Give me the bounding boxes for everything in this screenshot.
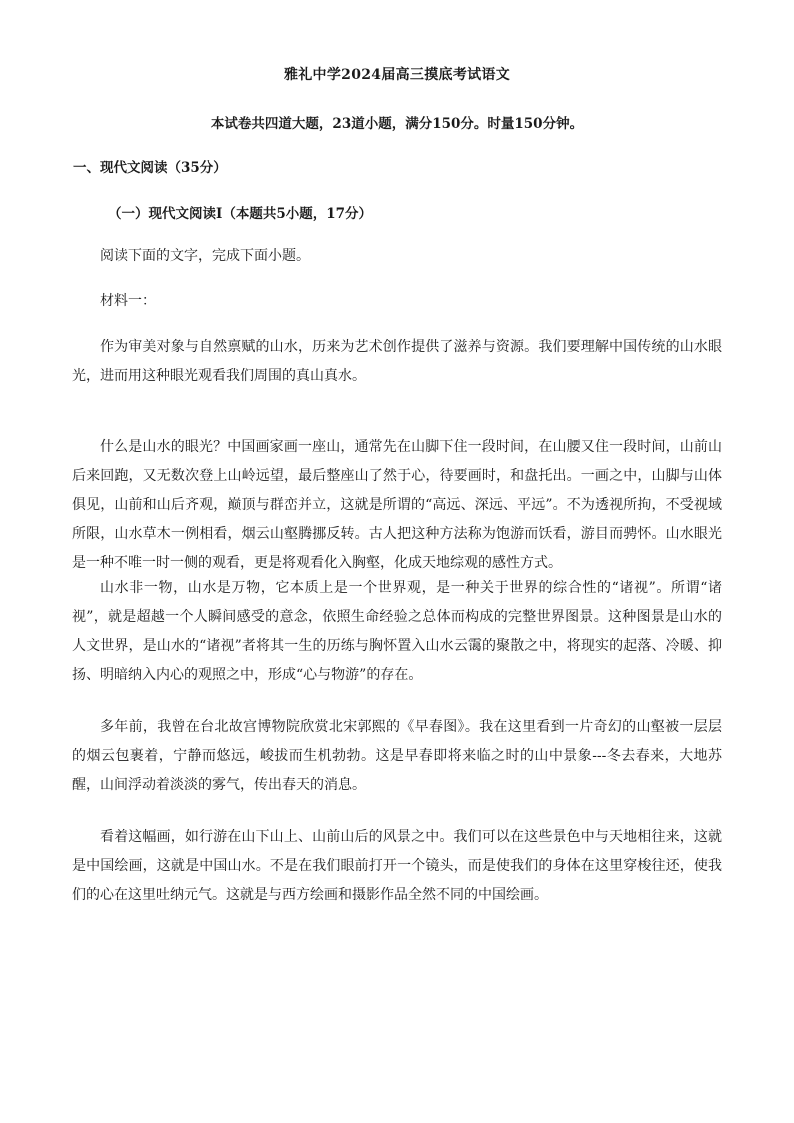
subsection-heading: （一）现代文阅读Ⅰ（本题共5小题，17分）: [108, 206, 372, 222]
paragraph: 什么是山水的眼光？中国画家画一座山，通常先在山脚下住一段时间，在山腰又住一段时间，山前山后来回跑，又无数次登上山岭远望，最后整座山了然于心，待要画时，和盘托出。一画之中，山脚与山体俱见，山前和山后齐观，巅顶与群峦并立，这就是所谓的“高远、深远、平远”。不为透视所拘，不受视域所限，山水草木一例相看，烟云山壑腾挪反转。古人把这种方法称为饱游而饫看，游目而骋怀。山水眼光是一种不唯一时一侧的观看，更是将观看化入胸壑，化成天地综观的感性方式。: [72, 439, 722, 571]
paragraph: 山水非一物，山水是万物，它本质上是一个世界观，是一种关于世界的综合性的“诸视”。所谓“诸视”，就是超越一个人瞬间感受的意念，依照生命经验之总体而构成的完整世界图景。这种图景是山水的人文世界，是山水的“诸视”者将其一生的历练与胸怀置入山水云霭的聚散之中，将现实的起落、冷暖、抑扬、明暗纳入内心的观照之中，形成“心与物游”的存在。: [72, 580, 722, 683]
reading-instruction: 阅读下面的文字，完成下面小题。: [100, 248, 310, 264]
paragraph: 作为审美对象与自然禀赋的山水，历来为艺术创作提供了滋养与资源。我们要理解中国传统的山水眼光，进而用这种眼光观看我们周围的真山真水。: [72, 339, 722, 384]
paragraph: 多年前，我曾在台北故宫博物院欣赏北宋郭熙的《早春图》。我在这里看到一片奇幻的山壑被一层层的烟云包裹着，宁静而悠远，峻拔而生机勃勃。这是早春即将来临之时的山中景象---冬去春来，大地苏醒，山间浮动着淡淡的雾气，传出春天的消息。: [72, 719, 722, 793]
paragraph: 看着这幅画，如行游在山下山上、山前山后的风景之中。我们可以在这些景色中与天地相往来，这就是中国绘画，这就是中国山水。不是在我们眼前打开一个镜头，而是使我们的身体在这里穿梭往还，使我们的心在这里吐纳元气。这就是与西方绘画和摄影作品全然不同的中国绘画。: [72, 829, 722, 903]
exam-title: 雅礼中学2024届高三摸底考试语文: [283, 67, 511, 83]
section-heading: 一、现代文阅读（35分）: [73, 160, 227, 176]
material-label: 材料一：: [100, 293, 156, 309]
exam-instructions-summary: 本试卷共四道大题，23道小题，满分150分。时量150分钟。: [210, 116, 584, 132]
